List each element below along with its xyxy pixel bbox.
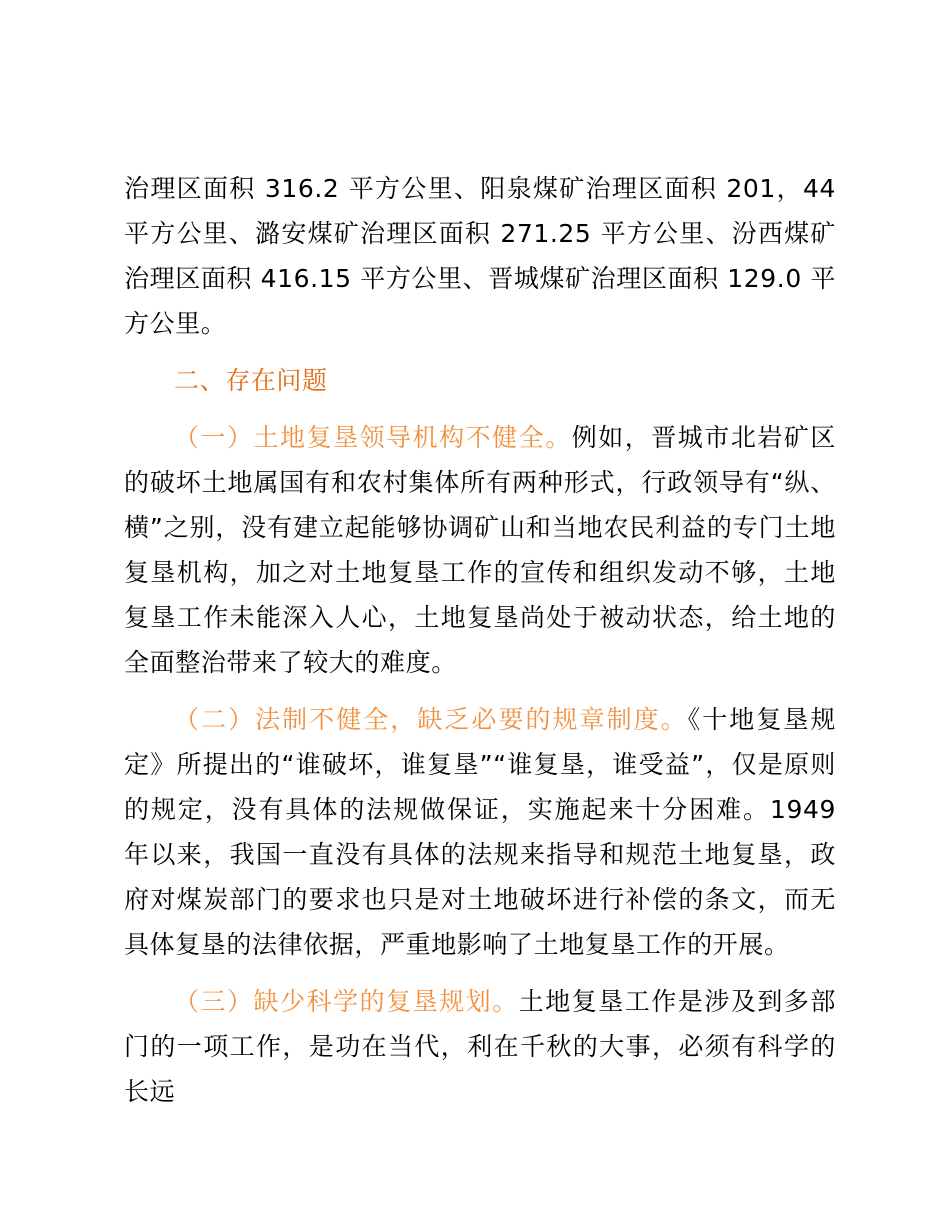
- item-paragraph-3: [124, 979, 836, 1114]
- document-body: [124, 166, 836, 1126]
- item-body-3: 土地复垦工作是涉及到多部门的一项工作，是功在当代，利在千秋的大事，必须有科学的长远: [124, 987, 836, 1106]
- item-body-2: 《十地复垦规定》所提出的“谁破坏，谁复垦”“谁复垦，谁受益”，仅是原则的规定，没有具体的法规做保证，实施起来十分困难。1949 年以来，我国一直没有具体的法规来指导和规范土地复垦，政府对煤炭部门的要求也只是对土地破坏进行补偿的条文，而无具体复垦的法律依据，严重地影响了土地复垦工作的开展。: [124, 705, 836, 959]
- intro-paragraph: 治理区面积 316.2 平方公里、阳泉煤矿治理区面积 201，44 平方公里、潞安煤矿治理区面积 271.25 平方公里、汾西煤矿治理区面积 416.15 平方公里、晋城煤矿治理区面积 129.0 平方公里。: [124, 174, 836, 338]
- item-title-1: （一）土地复垦领导机构不健全。: [174, 423, 572, 452]
- section-heading: 二、存在问题: [174, 366, 328, 395]
- item-paragraph-2: [124, 697, 836, 967]
- item-title-3: （三）缺少科学的复垦规划。: [174, 987, 519, 1016]
- item-paragraph-1: [124, 415, 836, 685]
- item-title-2: （二）法制不健全，缺乏必要的规章制度。: [174, 705, 688, 734]
- item-body-1: 例如，晋城市北岩矿区的破坏土地属国有和农村集体所有两种形式，行政领导有“纵、横”之别，没有建立起能够协调矿山和当地农民利益的专门土地复垦机构，加之对土地复垦工作的宣传和组织发动不够，土地复垦工作未能深入人心，土地复垦尚处于被动状态，给土地的全面整治带来了较大的难度。: [124, 423, 836, 677]
